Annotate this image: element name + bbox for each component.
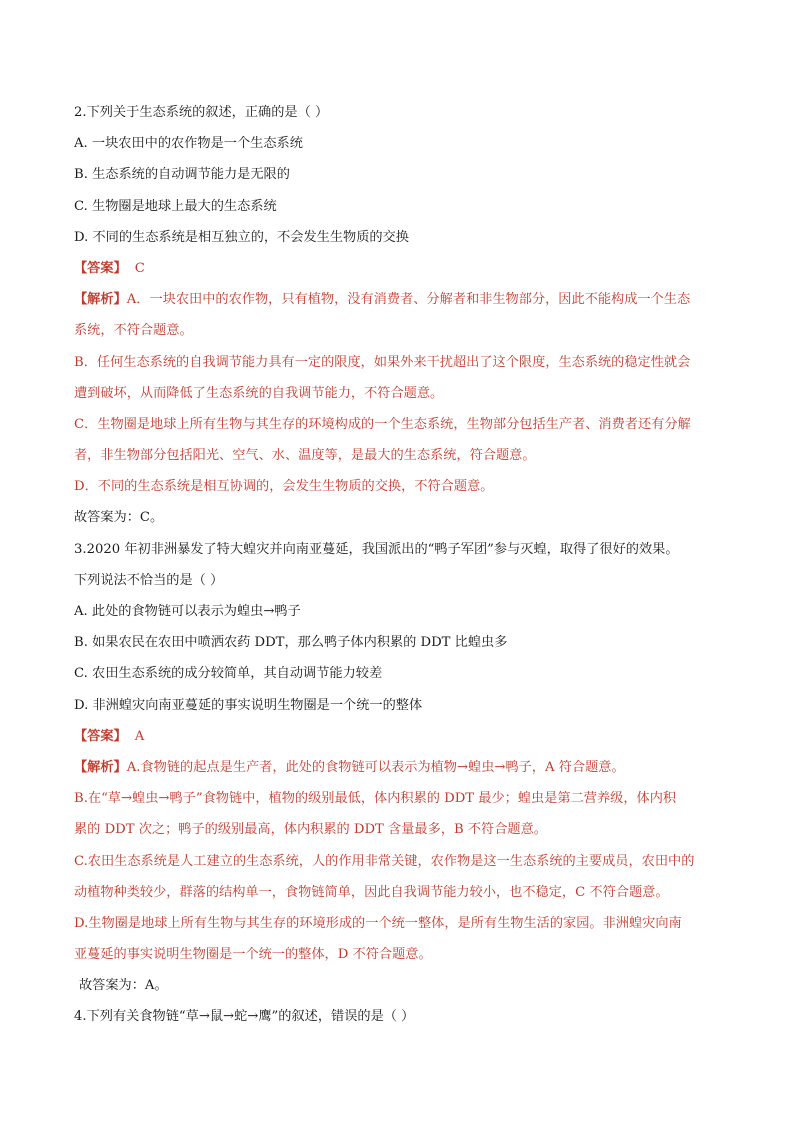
question-3-analysis-line: D.生物圈是地球上所有生物与其生存的环境形成的一个统一整体，是所有生物生活的家园。非洲蝗灾向南 (74, 915, 682, 931)
question-2-analysis-line: 遭到破坏，从而降低了生态系统的自我调节能力，不符合题意。 (74, 385, 444, 401)
question-2-analysis-line: D．不同的生态系统是相互协调的，会发生生物质的交换，不符合题意。 (74, 479, 494, 495)
question-3-option-b: B. 如果农民在农田中喷洒农药 DDT，那么鸭子体内积累的 DDT 比蝗虫多 (74, 635, 508, 651)
question-3-stem: 3.2020 年初非洲暴发了特大蝗灾并向南亚蔓延，我国派出的“鸭子军团”参与灭蝗，取得了很好的效果。 (74, 541, 679, 557)
question-2-analysis-line (74, 284, 724, 315)
question-4-stem: 4.下列有关食物链“草→鼠→蛇→鹰”的叙述，错误的是（ ） (74, 1009, 415, 1025)
question-3-analysis-line: C.农田生态系统是人工建立的生态系统，人的作用非常关键，农作物是这一生态系统的主要成员，农田中的 (74, 853, 695, 869)
question-2-analysis-line: 系统，不符合题意。 (74, 323, 193, 339)
analysis-text: A.食物链的起点是生产者，此处的食物链可以表示为植物→蝗虫→鸭子，A 符合题意。 (126, 759, 625, 775)
question-2-stem: 2.下列关于生态系统的叙述，正确的是（ ） (74, 105, 329, 120)
question-2-conclusion: 故答案为：C。 (74, 510, 164, 526)
question-3-conclusion: 故答案为：A。 (79, 978, 168, 994)
question-2-analysis-line: C．生物圈是地球上所有生物与其生存的环境构成的一个生态系统，生物部分包括生产者、消费者还有分解 (74, 416, 691, 432)
question-3-analysis-line: 亚蔓延的事实说明生物圈是一个统一的整体，D 不符合题意。 (74, 947, 432, 963)
analysis-tag: 【解析】 (74, 292, 127, 308)
analysis-tag: 【解析】 (74, 759, 127, 775)
question-2-option-d: D. 不同的生态系统是相互独立的，不会发生生物质的交换 (74, 229, 409, 245)
question-3-option-d: D. 非洲蝗灾向南亚蔓延的事实说明生物圈是一个统一的整体 (74, 697, 423, 713)
answer-tag: 【答案】 (74, 728, 127, 744)
question-3-option-a: A. 此处的食物链可以表示为蝗虫→鸭子 (74, 604, 301, 619)
document-content (74, 97, 724, 1033)
question-2-analysis-line: 者，非生物部分包括阳光、空气、水、温度等，是最大的生态系统，符合题意。 (74, 448, 536, 464)
answer-tag: 【答案】 (74, 260, 127, 276)
question-3-analysis-line: B.在“草→蝗虫→鸭子”食物链中，植物的级别最低，体内积累的 DDT 最少；蝗虫是第二营养级，体内积 (74, 791, 677, 807)
question-2-option-c: C. 生物圈是地球上最大的生态系统 (74, 198, 277, 214)
question-3-analysis-line: 累的 DDT 次之；鸭子的级别最高，体内积累的 DDT 含量最多，B 不符合题意。 (74, 822, 547, 838)
question-2-answer (74, 253, 724, 284)
analysis-text: A．一块农田中的农作物，只有植物，没有消费者、分解者和非生物部分，因此不能构成一个生态 (126, 292, 691, 308)
question-3-option-c: C. 农田生态系统的成分较简单，其自动调节能力较差 (74, 666, 383, 682)
question-3-stem: 下列说法不恰当的是（ ） (74, 572, 224, 588)
question-3-analysis-line (74, 752, 724, 783)
question-2-option-b: B. 生态系统的自动调节能力是无限的 (74, 167, 290, 183)
question-2-option-a: A. 一块农田中的农作物是一个生态系统 (74, 136, 303, 152)
answer-value: C (134, 260, 145, 276)
question-3-analysis-line: 动植物种类较少，群落的结构单一，食物链简单，因此自我调节能力较小，也不稳定，C 不符合题意。 (74, 884, 669, 900)
question-2-analysis-line: B．任何生态系统的自我调节能力具有一定的限度，如果外来干扰超出了这个限度，生态系统的稳定性就会 (74, 354, 691, 370)
question-3-answer (74, 721, 724, 752)
answer-value: A (134, 728, 145, 744)
